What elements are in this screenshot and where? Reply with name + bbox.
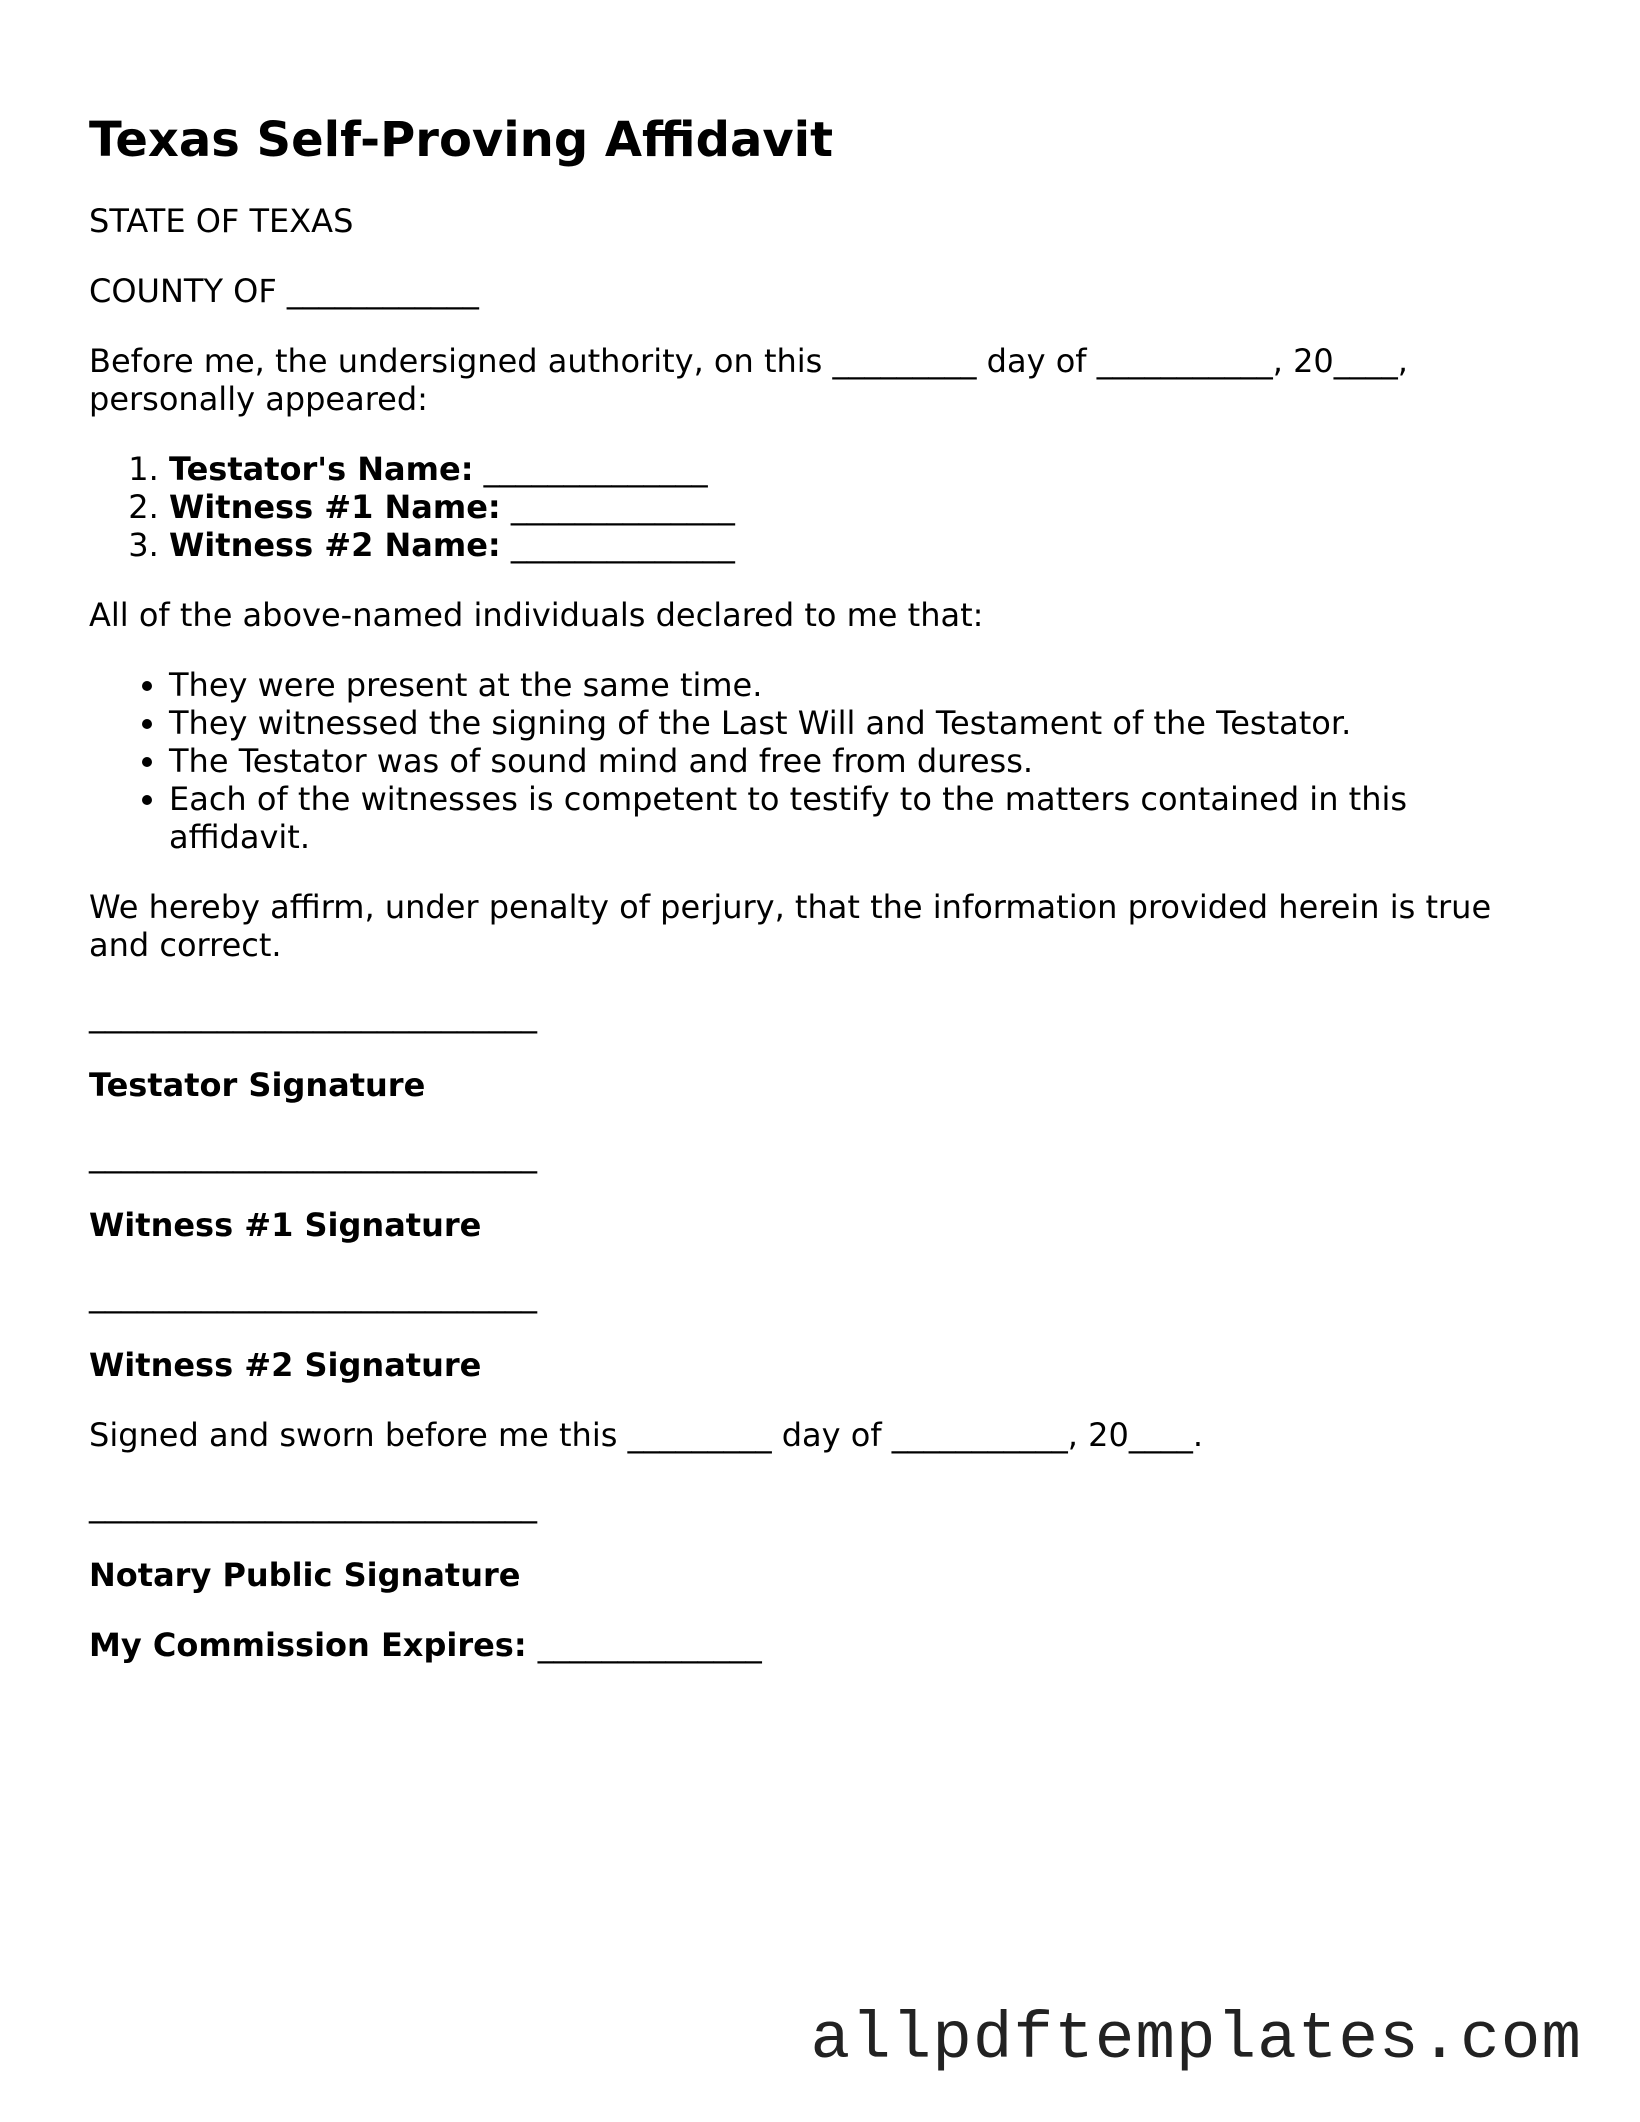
intro-paragraph: Before me, the undersigned authority, on this _________ day of ___________, 20____, personally appeared: xyxy=(89,342,1408,418)
testator-signature-line: ____________________________ xyxy=(89,996,537,1034)
declarations-list xyxy=(89,666,1549,856)
document-title: Texas Self-Proving Affidavit xyxy=(89,112,834,168)
party-label: Witness #1 Name: xyxy=(169,488,501,526)
witness1-signature-line: ____________________________ xyxy=(89,1136,537,1174)
commission-blank: ______________ xyxy=(537,1626,762,1664)
party-label: Testator's Name: xyxy=(169,450,474,488)
list-item: • Each of the witnesses is competent to testify to the matters contained in this affidavit. xyxy=(169,780,1549,856)
list-item: • They witnessed the signing of the Last Will and Testament of the Testator. xyxy=(169,704,1549,742)
party-blank: ______________ xyxy=(510,488,735,526)
watermark: allpdftemplates.com xyxy=(810,2002,1582,2077)
state-line: STATE OF TEXAS xyxy=(89,202,354,240)
witness1-signature-label: Witness #1 Signature xyxy=(89,1206,482,1244)
list-item: • They were present at the same time. xyxy=(169,666,1549,704)
declaration-intro: All of the above-named individuals declared to me that: xyxy=(89,596,984,634)
list-item xyxy=(169,488,1549,526)
document-page xyxy=(89,108,1549,1696)
affirmation-paragraph: We hereby affirm, under penalty of perjury, that the information provided herein is true and correct. xyxy=(89,888,1492,964)
party-blank: ______________ xyxy=(510,526,735,564)
list-item xyxy=(169,450,1549,488)
party-blank: ______________ xyxy=(483,450,708,488)
list-item: • The Testator was of sound mind and free from duress. xyxy=(169,742,1549,780)
sworn-line: Signed and sworn before me this _________ day of ___________, 20____. xyxy=(89,1416,1204,1454)
notary-signature-label: Notary Public Signature xyxy=(89,1556,521,1594)
party-label: Witness #2 Name: xyxy=(169,526,501,564)
commission-label: My Commission Expires: xyxy=(89,1626,527,1664)
commission-expires xyxy=(89,1626,1549,1664)
witness2-signature-line: ____________________________ xyxy=(89,1276,537,1314)
list-item xyxy=(169,526,1549,564)
notary-signature-line: ____________________________ xyxy=(89,1486,537,1524)
county-line: COUNTY OF ____________ xyxy=(89,272,479,310)
parties-list xyxy=(89,450,1549,564)
witness2-signature-label: Witness #2 Signature xyxy=(89,1346,482,1384)
testator-signature-label: Testator Signature xyxy=(89,1066,426,1104)
